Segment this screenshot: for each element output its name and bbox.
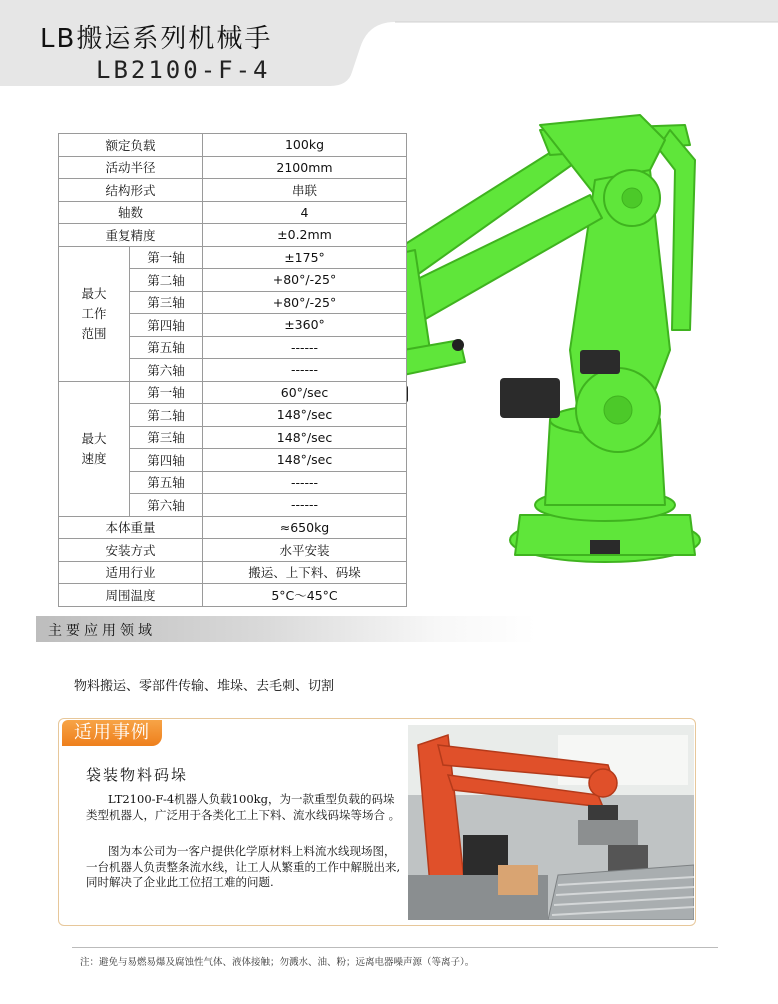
spec-value: 100kg — [203, 134, 407, 157]
axis-value: +80°/-25° — [203, 269, 407, 292]
model-number: LB2100-F-4 — [96, 56, 271, 84]
applications-text: 物料搬运、零部件传输、堆垛、去毛刺、切割 — [74, 679, 335, 694]
spec-row — [59, 584, 407, 607]
spec-label: 重复精度 — [59, 224, 203, 247]
axis-value: 148°/sec — [203, 426, 407, 449]
case-paragraph: 图为本公司为一客户提供化学原材料上料流水线现场图，一台机器人负责整条流水线，让工人从繁重的工作中解脱出来,同时解决了企业此工位招工难的问题. — [86, 844, 401, 889]
spec-row — [59, 134, 407, 157]
spec-label: 周围温度 — [59, 584, 203, 607]
case-tag: 适用事例 — [62, 720, 162, 746]
spec-value: 5°C～45°C — [203, 584, 407, 607]
axis-label: 第三轴 — [130, 426, 203, 449]
spec-value: 串联 — [203, 179, 407, 202]
axis-label: 第二轴 — [130, 269, 203, 292]
spec-row — [59, 246, 407, 269]
axis-value: 148°/sec — [203, 404, 407, 427]
range-group-label: 最大 工作 范围 — [59, 246, 130, 381]
spec-row — [59, 561, 407, 584]
axis-label: 第六轴 — [130, 359, 203, 382]
axis-value: ------ — [203, 494, 407, 517]
axis-value: ------ — [203, 359, 407, 382]
axis-label: 第五轴 — [130, 471, 203, 494]
axis-label: 第一轴 — [130, 381, 203, 404]
spec-label: 轴数 — [59, 201, 203, 224]
spec-row — [59, 381, 407, 404]
axis-value: 60°/sec — [203, 381, 407, 404]
spec-label: 活动半径 — [59, 156, 203, 179]
spec-row — [59, 516, 407, 539]
spec-row — [59, 201, 407, 224]
axis-value: ------ — [203, 336, 407, 359]
spec-value: 搬运、上下料、码垛 — [203, 561, 407, 584]
page-title: LB搬运系列机械手 — [40, 24, 273, 54]
axis-value: 148°/sec — [203, 449, 407, 472]
spec-label: 安装方式 — [59, 539, 203, 562]
axis-value: +80°/-25° — [203, 291, 407, 314]
spec-value: ≈650kg — [203, 516, 407, 539]
spec-value: 2100mm — [203, 156, 407, 179]
applications-heading: 主要应用领域 — [48, 623, 156, 639]
speed-group-label: 最大 速度 — [59, 381, 130, 516]
axis-label: 第四轴 — [130, 314, 203, 337]
spec-label: 本体重量 — [59, 516, 203, 539]
axis-value: ±360° — [203, 314, 407, 337]
footer-note: 注：避免与易燃易爆及腐蚀性气体、液体接触；勿溅水、油、粉；远离电器噪声源（等离子）。 — [80, 957, 475, 968]
spec-table — [58, 133, 407, 607]
spec-row — [59, 179, 407, 202]
case-paragraph: LT2100-F-4机器人负载100kg，为一款重型负载的码垛类型机器人，广泛用于各类化工上下料、流水线码垛等场合 。 — [86, 792, 401, 822]
axis-label: 第二轴 — [130, 404, 203, 427]
spec-value: 4 — [203, 201, 407, 224]
axis-label: 第三轴 — [130, 291, 203, 314]
axis-value: ------ — [203, 471, 407, 494]
spec-label: 额定负载 — [59, 134, 203, 157]
spec-row — [59, 539, 407, 562]
axis-label: 第六轴 — [130, 494, 203, 517]
spec-value: ±0.2mm — [203, 224, 407, 247]
axis-label: 第一轴 — [130, 246, 203, 269]
spec-value: 水平安装 — [203, 539, 407, 562]
case-photo — [408, 725, 694, 920]
footer-divider — [72, 947, 718, 948]
spec-row — [59, 156, 407, 179]
axis-label: 第五轴 — [130, 336, 203, 359]
axis-value: ±175° — [203, 246, 407, 269]
spec-label: 适用行业 — [59, 561, 203, 584]
case-subtitle: 袋装物料码垛 — [86, 766, 189, 784]
spec-label: 结构形式 — [59, 179, 203, 202]
axis-label: 第四轴 — [130, 449, 203, 472]
spec-row — [59, 224, 407, 247]
